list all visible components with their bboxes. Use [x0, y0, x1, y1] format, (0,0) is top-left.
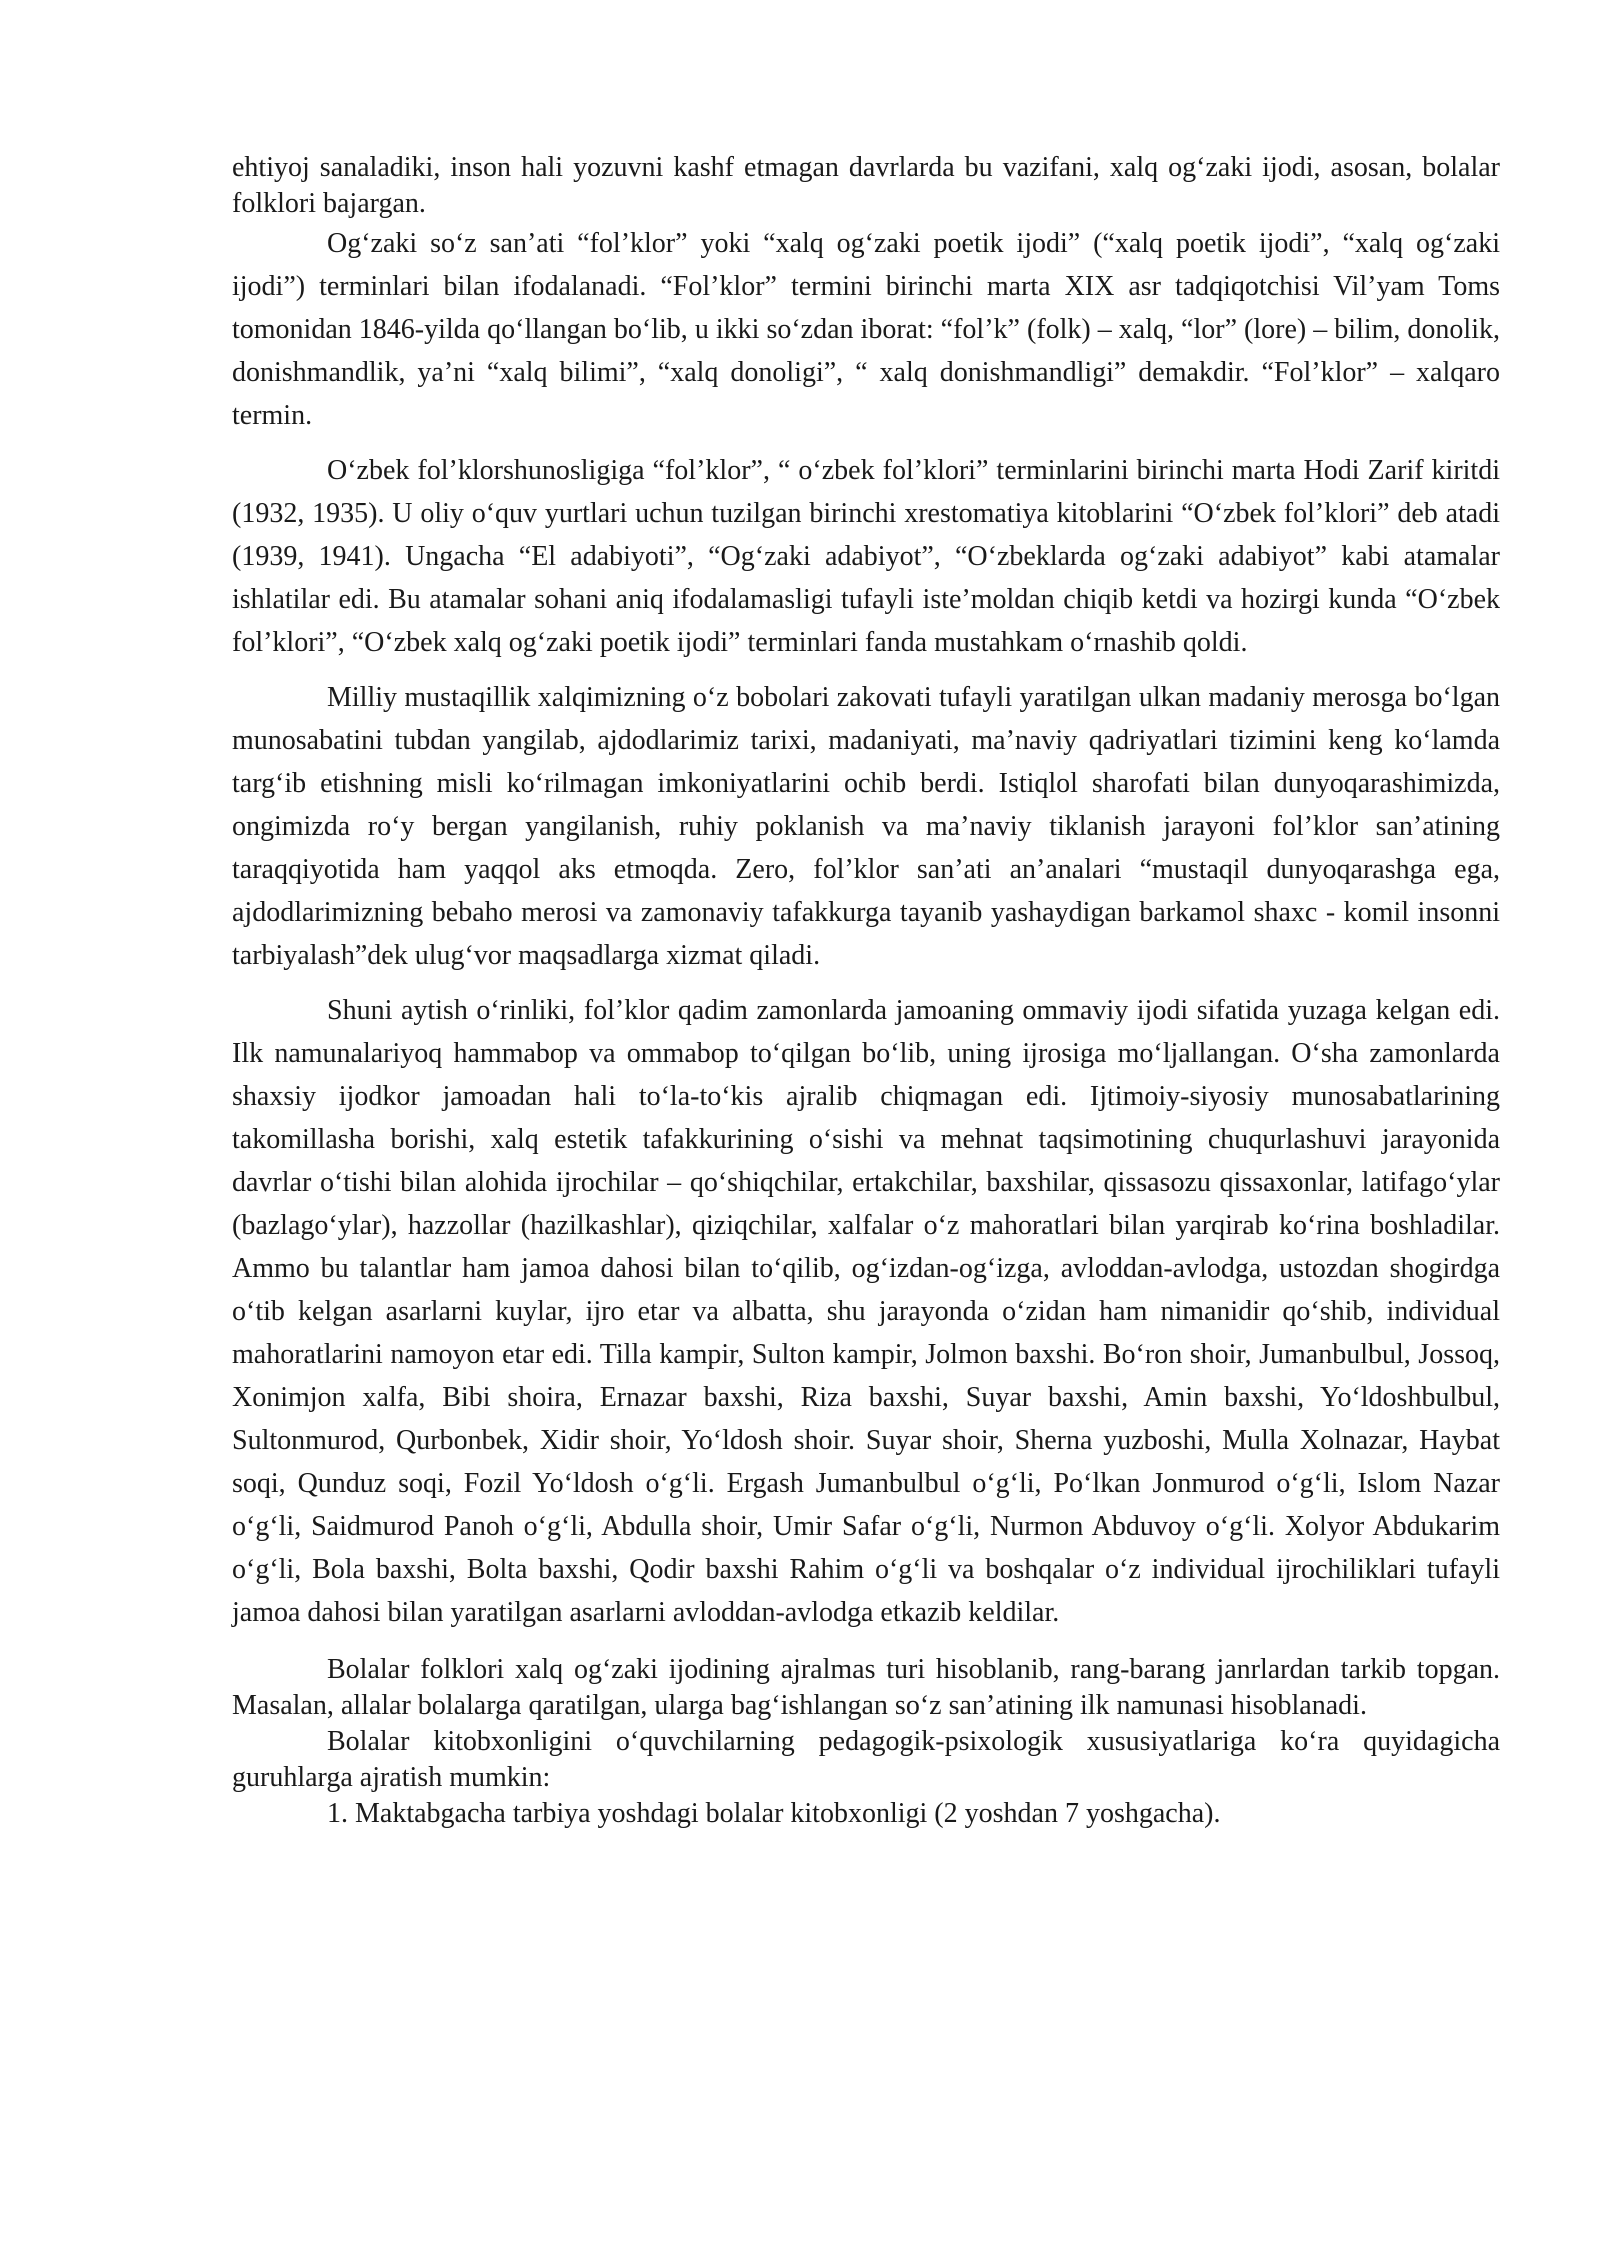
paragraph-children-folklore: Bolalar folklori xalq og‘zaki ijodining ajralmas turi hisoblanib, rang-barang janrlardan tarkib topgan. Masalan, allalar bolalarga qaratilgan, ularga bag‘ishlangan so‘z san’atining ilk namunasi hisoblanadi.	[232, 1654, 1500, 1721]
list-item-preschool: 1. Maktabgacha tarbiya yoshdagi bolalar kitobxonligi (2 yoshdan 7 yoshgacha).	[327, 1798, 1221, 1829]
paragraph-intro: ehtiyoj sanaladiki, inson hali yozuvni kashf etmagan davrlarda bu vazifani, xalq og‘zaki ijodi, asosan, bolalar folklori bajargan.	[232, 152, 1500, 219]
paragraph-uzbek-folklor: O‘zbek fol’klorshunosligiga “fol’klor”, “ o‘zbek fol’klori” terminlarini birinchi marta Hodi Zarif kiritdi (1932, 1935). U oliy o‘quv yurtlari uchun tuzilgan birinchi xrestomatiya kitoblarini “O‘zbek fol’klori” deb atadi (1939, 1941). Ungacha “El adabiyoti”, “Og‘zaki adabiyot”, “O‘zbeklarda og‘zaki adabiyot” kabi atamalar ishlatilar edi. Bu atamalar sohani aniq ifodalamasligi tufayli iste’moldan chiqib ketdi va hozirgi kunda “O‘zbek fol’klori”, “O‘zbek xalq og‘zaki poetik ijodi” terminlari fanda mustahkam o‘rnashib qoldi.	[232, 455, 1500, 658]
document-page	[232, 150, 1500, 1832]
paragraph-reader-groups: Bolalar kitobxonligini o‘quvchilarning pedagogik-psixologik xususiyatlariga ko‘ra quyidagicha guruhlarga ajratish mumkin:	[232, 1726, 1500, 1793]
paragraph-folklor-term: Og‘zaki so‘z san’ati “fol’klor” yoki “xalq og‘zaki poetik ijodi” (“xalq poetik ijodi”, “xalq og‘zaki ijodi”) terminlari bilan ifodalanadi. “Fol’klor” termini birinchi marta XIX asr tadqiqotchisi Vil’yam Toms tomonidan 1846-yilda qo‘llangan bo‘lib, u ikki so‘zdan iborat: “fol’k” (folk) – xalq, “lor” (lore) – bilim, donolik, donishmandlik, ya’ni “xalq bilimi”, “xalq donoligi”, “ xalq donishmandligi” demakdir. “Fol’klor” – xalqaro termin.	[232, 228, 1500, 431]
paragraph-performers: Shuni aytish o‘rinliki, fol’klor qadim zamonlarda jamoaning ommaviy ijodi sifatida yuzaga kelgan edi. Ilk namunalariyoq hammabop va ommabop to‘qilgan bo‘lib, uning ijrosiga mo‘ljallangan. O‘sha zamonlarda shaxsiy ijodkor jamoadan hali to‘la-to‘kis ajralib chiqmagan edi. Ijtimoiy-siyosiy munosabatlarining takomillasha borishi, xalq estetik tafakkurining o‘sishi va mehnat taqsimotining chuqurlashuvi jarayonida davrlar o‘tishi bilan alohida ijrochilar – qo‘shiqchilar, ertakchilar, baxshilar, qissasozu qissaxonlar, latifago‘ylar (bazlago‘ylar), hazzollar (hazilkashlar), qiziqchilar, xalfalar o‘z mahoratlari bilan yarqirab ko‘rina boshladilar. Ammo bu talantlar ham jamoa dahosi bilan to‘qilib, og‘izdan-og‘izga, avloddan-avlodga, ustozdan shogirdga o‘tib kelgan asarlarni kuylar, ijro etar va albatta, shu jarayonda o‘zidan ham nimanidir qo‘shib, individual mahoratlarini namoyon etar edi. Tilla kampir, Sulton kampir, Jolmon baxshi. Bo‘ron shoir, Jumanbulbul, Jossoq, Xonimjon xalfa, Bibi shoira, Ernazar baxshi, Riza baxshi, Suyar baxshi, Amin baxshi, Yo‘ldoshbulbul, Sultonmurod, Qurbonbek, Xidir shoir, Yo‘ldosh shoir. Suyar shoir, Sherna yuzboshi, Mulla Xolnazar, Haybat soqi, Qunduz soqi, Fozil Yo‘ldosh o‘g‘li. Ergash Jumanbulbul o‘g‘li, Po‘lkan Jonmurod o‘g‘li, Islom Nazar o‘g‘li, Saidmurod Panoh o‘g‘li, Abdulla shoir, Umir Safar o‘g‘li, Nurmon Abduvoy o‘g‘li. Xolyor Abdukarim o‘g‘li, Bola baxshi, Bolta baxshi, Qodir baxshi Rahim o‘g‘li va boshqalar o‘z individual ijrochiliklari tufayli jamoa dahosi bilan yaratilgan asarlarni avloddan-avlodga etkazib keldilar.	[232, 995, 1500, 1628]
paragraph-independence: Milliy mustaqillik xalqimizning o‘z bobolari zakovati tufayli yaratilgan ulkan madaniy merosga bo‘lgan munosabatini tubdan yangilab, ajdodlarimiz tarixi, madaniyati, ma’naviy qadriyatlari tizimini keng ko‘lamda targ‘ib etishning misli ko‘rilmagan imkoniyatlarini ochib berdi. Istiqlol sharofati bilan dunyoqarashimizda, ongimizda ro‘y bergan yangilanish, ruhiy poklanish va ma’naviy tiklanish jarayoni fol’klor san’atining taraqqiyotida ham yaqqol aks etmoqda. Zero, fol’klor san’ati an’analari “mustaqil dunyoqarashga ega, ajdodlarimizning bebaho merosi va zamonaviy tafakkurga tayanib yashaydigan barkamol shaxc - komil insonni tarbiyalash”dek ulug‘vor maqsadlarga xizmat qiladi.	[232, 682, 1500, 971]
